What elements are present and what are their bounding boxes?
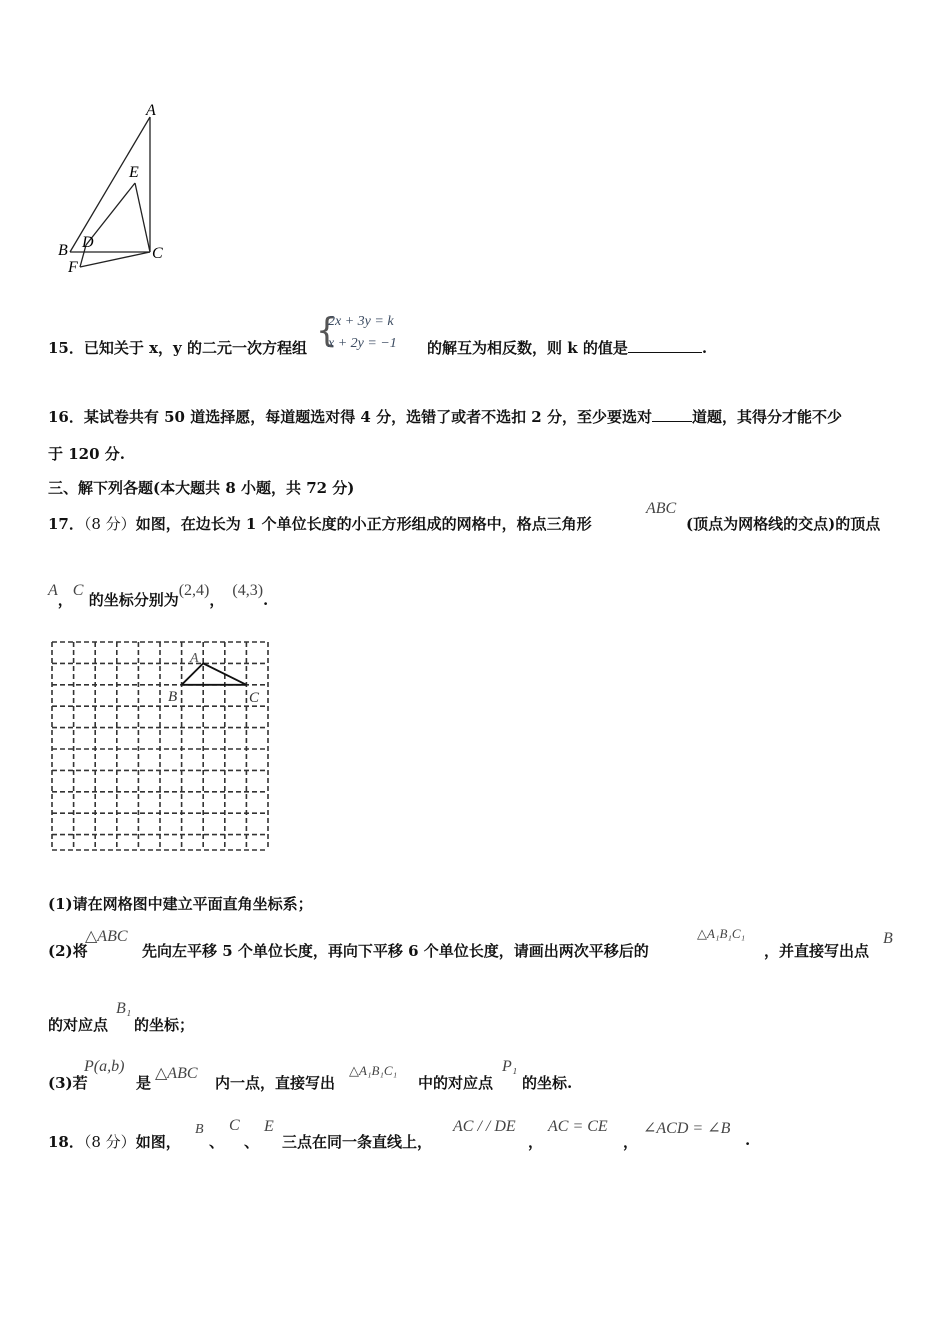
q17-number: 17． bbox=[48, 515, 84, 533]
grid-figure bbox=[48, 638, 274, 856]
question-18 bbox=[48, 1131, 181, 1152]
q15-eq2: x + 2y = −1 bbox=[328, 336, 397, 351]
q18-cond1: AC / / DE bbox=[453, 1118, 516, 1135]
q15-equation-system: { 2x + 3y = k x + 2y = −1 bbox=[316, 311, 397, 351]
q18-score: （8 分） bbox=[83, 1133, 136, 1151]
q17-part3-b: 是 bbox=[136, 1074, 152, 1092]
q18-text-a: 如图， bbox=[135, 1133, 181, 1151]
grid-lines bbox=[52, 642, 268, 850]
q17-part3-triangle1: △A₁B₁C₁ bbox=[349, 1063, 398, 1078]
q17-part1: (1)请在网格图中建立平面直角坐标系； bbox=[48, 895, 313, 913]
grid-label-a: A bbox=[190, 651, 199, 666]
q15-tail bbox=[427, 337, 707, 358]
q17-part3-p1: P₁ bbox=[502, 1058, 518, 1075]
q15-end: . bbox=[701, 339, 708, 357]
q18-point-c: C bbox=[229, 1117, 240, 1134]
triangle-figure bbox=[50, 95, 180, 285]
q17-line2-sep: ， bbox=[57, 591, 73, 609]
q15-text-a: 已知关于 x，y 的二元一次方程组 bbox=[83, 339, 307, 357]
q17-part2-line2-b: 的坐标； bbox=[134, 1016, 195, 1034]
label-f: F bbox=[68, 259, 78, 276]
q17-line2-end: . bbox=[263, 591, 269, 609]
question-16 bbox=[48, 406, 842, 427]
q15-eq1: 2x + 3y = k bbox=[328, 314, 394, 329]
segment-ab bbox=[70, 117, 150, 252]
q17-point-c: C bbox=[72, 582, 84, 599]
q17-coord-sep: ， bbox=[209, 591, 225, 609]
q17-part2-triangle1: △A₁B₁C₁ bbox=[697, 926, 746, 941]
q18-point-e: E bbox=[264, 1118, 274, 1135]
q17-line2-text: 的坐标分别为 bbox=[88, 591, 179, 609]
q15-number: 15． bbox=[48, 339, 84, 357]
q17-text-b: (顶点为网格线的交点)的顶点 bbox=[686, 515, 881, 533]
q16-line2: 于 120 分. bbox=[48, 445, 125, 463]
q17-part3-a: (3)若 bbox=[48, 1074, 88, 1092]
q18-cond3: ∠ACD = ∠B bbox=[643, 1120, 731, 1137]
q18-sep2: 、 bbox=[244, 1133, 260, 1151]
q17-part2-a: (2)将 bbox=[48, 942, 88, 960]
q17-part2-c: ，并直接写出点 bbox=[764, 942, 870, 960]
grid-label-c: C bbox=[249, 690, 260, 706]
label-b: B bbox=[58, 242, 68, 259]
q17-part2-b1: B₁ bbox=[116, 1000, 132, 1017]
section-3-title: 三、解下列各题(本大题共 8 小题，共 72 分) bbox=[48, 479, 355, 497]
q17-coord-a: (2,4) bbox=[178, 582, 210, 599]
q15-answer-blank[interactable] bbox=[628, 338, 702, 353]
q18-number: 18． bbox=[48, 1133, 84, 1151]
label-a: A bbox=[146, 102, 156, 119]
segment-ec bbox=[135, 183, 150, 252]
q17-part2-triangle: △ABC bbox=[85, 928, 128, 945]
grid-label-b: B bbox=[168, 689, 178, 705]
q18-text-b: 三点在同一条直线上， bbox=[282, 1133, 433, 1151]
q17-part2-line2-a: 的对应点 bbox=[48, 1016, 109, 1034]
q18-cond2: AC = CE bbox=[548, 1118, 608, 1135]
q17-line2 bbox=[48, 582, 269, 610]
q17-part3-e: 的坐标. bbox=[522, 1074, 573, 1092]
q15-text-b: 的解互为相反数，则 k 的值是 bbox=[427, 339, 628, 357]
q18-end: . bbox=[745, 1131, 751, 1149]
q18-comma1: ， bbox=[528, 1133, 544, 1151]
triangle-abc bbox=[182, 663, 247, 684]
q17-part3-d: 中的对应点 bbox=[418, 1074, 494, 1092]
q17-part3-p: P(a,b) bbox=[84, 1058, 125, 1075]
label-e: E bbox=[129, 164, 139, 181]
q16-answer-blank[interactable] bbox=[652, 407, 692, 422]
q17-coord-c: (4,3) bbox=[232, 582, 264, 599]
q16-text-b: 道题，其得分才能不少 bbox=[691, 408, 842, 426]
q18-sep1: 、 bbox=[209, 1133, 225, 1151]
q17-point-a: A bbox=[48, 582, 58, 599]
q16-text-a: 某试卷共有 50 道选择愿，每道题选对得 4 分，选错了或者不选扣 2 分，至少要选对 bbox=[83, 408, 652, 426]
q17-part2-b: 先向左平移 5 个单位长度，再向下平移 6 个单位长度，请画出两次平移后的 bbox=[142, 942, 649, 960]
q18-point-b: B bbox=[195, 1122, 204, 1137]
segment-fc bbox=[80, 252, 150, 267]
q17-part3-c: 内一点，直接写出 bbox=[215, 1074, 336, 1092]
q17-score: （8 分） bbox=[83, 515, 136, 533]
q17-abc: ABC bbox=[646, 500, 677, 517]
q17-text-a: 如图，在边长为 1 个单位长度的小正方形组成的网格中，格点三角形 bbox=[135, 515, 592, 533]
label-c: C bbox=[152, 245, 163, 262]
q18-comma2: ， bbox=[623, 1133, 639, 1151]
question-15 bbox=[48, 337, 307, 358]
label-d: D bbox=[82, 234, 94, 251]
q16-number: 16． bbox=[48, 408, 84, 426]
q17-part2-point-b: B bbox=[883, 930, 893, 947]
question-17 bbox=[48, 513, 592, 534]
q17-part3-triangle: △ABC bbox=[155, 1065, 198, 1082]
